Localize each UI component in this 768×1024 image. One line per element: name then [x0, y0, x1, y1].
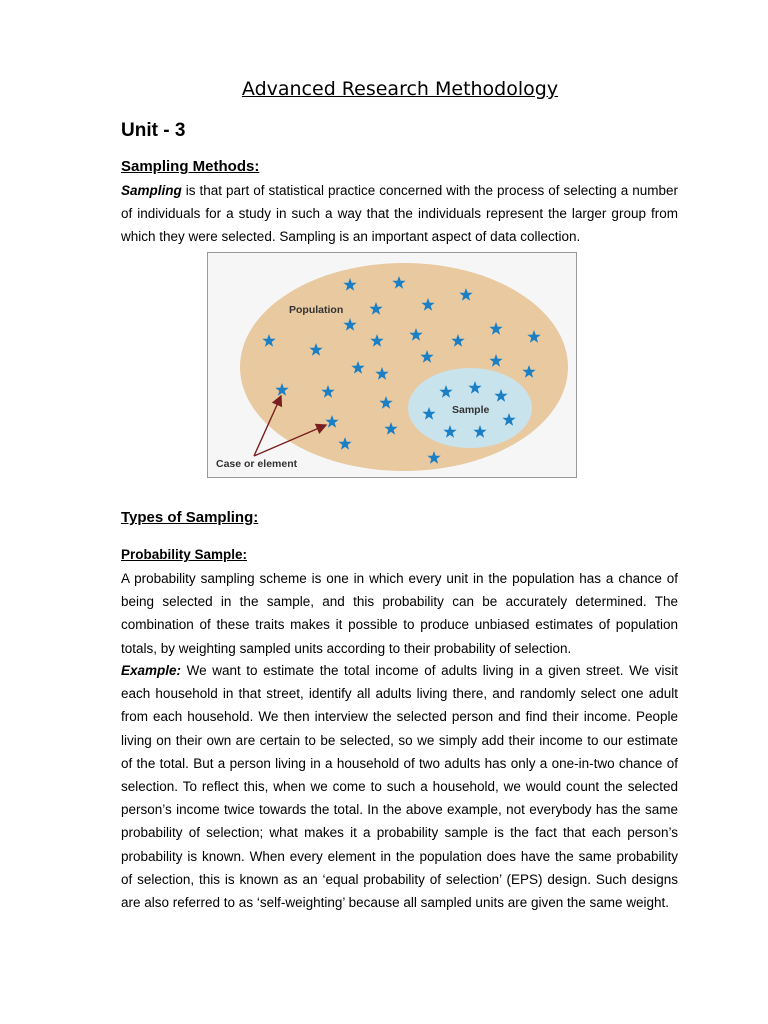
population-sample-diagram — [208, 253, 576, 477]
probability-sample-heading: Probability Sample: — [121, 547, 248, 562]
example-text: We want to estimate the total income of adults living in a given street. We visit each household in that street, identify all adults living there, and randomly select one adult from each household. We then interview the selected person and find their income. People living on their own are certain to be selected, so we simply add their income to our estimate of the total. But a person living in a household of two adults has only a one-in-two chance of selection. To reflect this, when we come to such a household, we would count the selected person’s income twice towards the total. In the above example, not everybody has the same probability of selection; what makes it a probability sample is the fact that each person’s probability is known. When every element in the population does have the same probability of selection, this is known as an ‘equal probability of selection’ (EPS) design. Such designs are also referred to as ‘self-weighting’ because all sampled units are given the same weight. — [121, 663, 678, 911]
document-title: Advanced Research Methodology — [241, 78, 559, 100]
probability-example-paragraph — [121, 659, 678, 914]
probability-definition-paragraph: A probability sampling scheme is one in which every unit in the population has a chance of being selected in the sample, and this probability can be accurately determined. The combination of these traits makes it possible to produce unbiased estimates of population totals, by weighting sampled units according to their probability of selection. — [121, 571, 678, 656]
sample-label: Sample — [452, 404, 490, 416]
types-of-sampling-heading: Types of Sampling: — [121, 509, 259, 526]
sampling-figure — [207, 252, 577, 478]
sampling-term: Sampling — [121, 183, 182, 198]
population-label: Population — [289, 304, 344, 316]
case-or-element-label: Case or element — [216, 458, 298, 470]
sampling-methods-heading: Sampling Methods: — [121, 158, 260, 175]
sampling-definition-text: is that part of statistical practice concerned with the process of selecting a number of individuals for a study in such a way that the individuals represent the larger group from which they were selected. Sampling is an important aspect of data collection. — [121, 183, 678, 245]
unit-heading: Unit - 3 — [121, 120, 186, 141]
example-label: Example: — [121, 663, 182, 678]
population-ellipse — [240, 263, 568, 471]
sampling-definition-paragraph — [121, 179, 678, 249]
